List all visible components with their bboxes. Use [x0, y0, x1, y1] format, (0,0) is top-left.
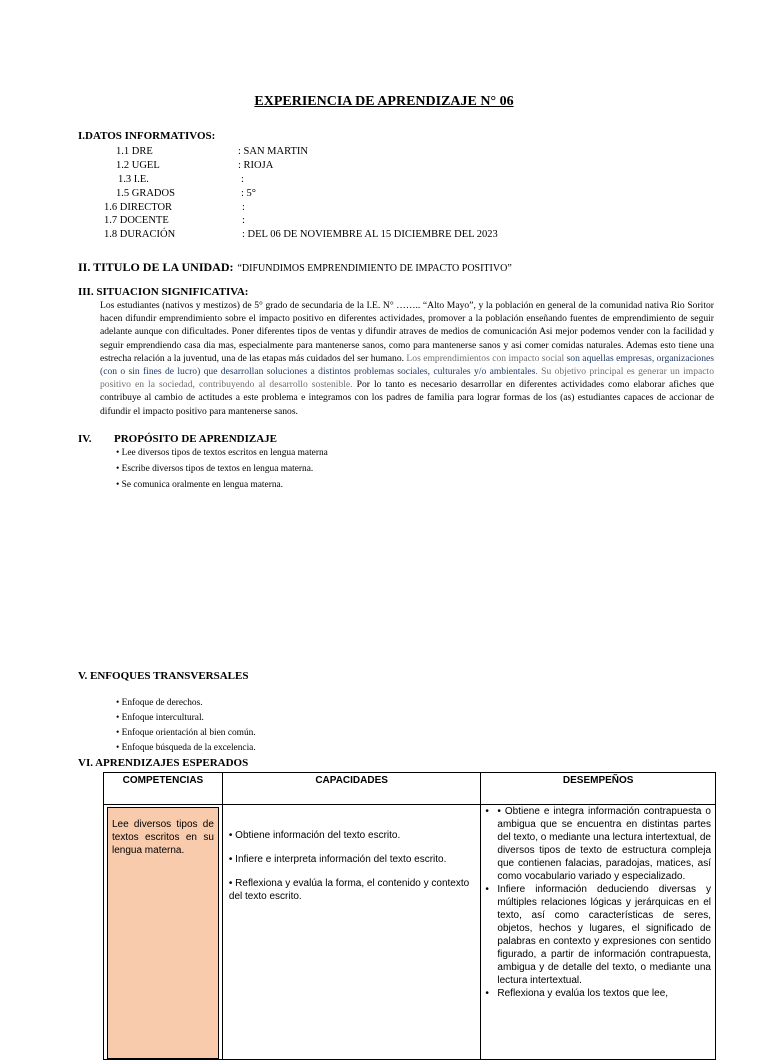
desempeno-text: Infiere información deduciendo diversas y múltiples relaciones lógicas y jerárquicas en el texto, así como características de seres, objetos, hechos y lugares, el significado de palabras en contexto y expresiones con sentido figurado, a partir de información contrapuesta, ambigua y de detalle del texto, o mediante una lectura intertextual. — [497, 884, 711, 986]
page-title: EXPERIENCIA DE APRENDIZAJE N° 06 — [254, 94, 514, 109]
proposito-heading: PROPÓSITO DE APRENDIZAJE — [114, 433, 277, 445]
desempenos-cell — [481, 805, 716, 1060]
bullet: • — [485, 806, 489, 817]
desempeno-item — [485, 805, 711, 883]
proposito-list — [116, 448, 328, 496]
datos-value: : 5° — [241, 188, 256, 199]
enfoques-list — [116, 698, 256, 758]
datos-label: 1.1 DRE — [116, 146, 153, 157]
situacion-text — [100, 299, 714, 418]
datos-value: : DEL 06 DE NOVIEMBRE AL 15 DICIEMBRE DEL 2023 — [242, 229, 498, 240]
datos-value: : SAN MARTIN — [238, 146, 308, 157]
desempeno-text: Reflexiona y evalúa los textos que lee, — [497, 988, 669, 999]
situacion-part: Los estudiantes (nativos y mestizos) de 5° grado de secundaria de la I.E. N° …….. “Alto Mayo”, y la población en general de la comunidad nativa Rio Soritor hacen difundir emprendimiento sobre el impacto positivo en diferentes actividades, promover a la población enseñando fuentes de emprendimiento de seguir adelante aunque con dificultades. Poner diferentes tipos de ventas y difundir atraves de medios de comunicación Asi mejor podemos vender con la facilidad y seguir emprendiendo casa dia mas, especialmente para mantenerse sanos, como para mantenerse sanos y asi comer comidas naturales. Ademas esto tiene una estrecha relación a la juventud, una de las etapas más cuidados del ser humano. — [100, 300, 714, 364]
datos-value: : — [242, 202, 245, 213]
datos-label: 1.8 DURACIÓN — [104, 229, 176, 240]
desempeno-item — [485, 883, 711, 987]
datos-label: 1.3 I.E. — [118, 174, 149, 185]
desempeno-item — [485, 987, 711, 1000]
bullet: • — [485, 988, 489, 999]
column-header: DESEMPEÑOS — [481, 773, 716, 805]
list-item: • Escribe diversos tipos de textos en lengua materna. — [116, 464, 314, 474]
table-header-row — [104, 773, 716, 805]
datos-label: 1.2 UGEL — [116, 160, 160, 171]
enfoques-heading: V. ENFOQUES TRANSVERSALES — [78, 670, 249, 682]
competencia-text: Lee diversos tipos de textos escritos en su lengua materna. — [107, 807, 219, 1059]
situacion-part-gray: . Su objetivo principal es generar un impacto positivo en la sociedad, contribuyendo al desarrollo sostenible. — [100, 366, 715, 391]
list-item: • Se comunica oralmente en lengua materna. — [116, 480, 284, 490]
datos-label: 1.7 DOCENTE — [104, 215, 169, 226]
datos-value: : — [241, 174, 244, 185]
desempeno-text: • Obtiene e integra información contrapuesta o ambigua que se encuentra en distintas partes del texto, o mediante una lectura intertextual, de diversos tipos de texto de estructura compleja que contienen falacias, paradojas, matices, así como vocabulario variado y especializado. — [497, 806, 711, 882]
titulo-value: “DIFUNDIMOS EMPRENDIMIENTO DE IMPACTO POSITIVO” — [237, 263, 512, 274]
titulo-heading: II. TITULO DE LA UNIDAD: — [78, 260, 234, 274]
datos-heading: I.DATOS INFORMATIVOS: — [78, 130, 216, 142]
capacidad-item: • Infiere e interpreta información del texto escrito. — [228, 854, 447, 865]
datos-value: : — [242, 215, 245, 226]
capacidad-item: • Reflexiona y evalúa la forma, el contenido y contexto del texto escrito. — [228, 878, 470, 902]
list-item: • Enfoque orientación al bien común. — [116, 728, 256, 738]
datos-label: 1.5 GRADOS — [116, 188, 175, 199]
column-header: COMPETENCIAS — [104, 773, 223, 805]
column-header: CAPACIDADES — [222, 773, 481, 805]
capacidades-cell — [222, 805, 481, 1060]
titulo-line — [78, 258, 512, 276]
list-item: • Enfoque intercultural. — [116, 713, 204, 723]
datos-label: 1.6 DIRECTOR — [104, 202, 173, 213]
aprendizajes-table — [103, 772, 716, 1060]
aprendizajes-heading: VI. APRENDIZAJES ESPERADOS — [78, 757, 249, 769]
list-item: • Enfoque de derechos. — [116, 698, 203, 708]
situacion-part-gray: Los emprendimientos con impacto social — [406, 352, 567, 364]
situacion-part: Por lo tanto es necesario desarrollar en diferentes actividades como elaborar afiches que contribuye al cambio de actitudes a este problema e integramos con los padres de familia para lograr formas de los (as) estudiantes capaces de accionar de difundir el impacto positivo para mantenerse sanos. — [100, 379, 715, 417]
list-item: • Enfoque búsqueda de la excelencia. — [116, 743, 256, 753]
proposito-num: IV. — [78, 433, 92, 445]
situacion-part-blue: son aquellas empresas, organizaciones (con o sin fines de lucro) que desarrollan soluciones a distintos problemas sociales, culturales y/o ambientales — [100, 352, 715, 378]
list-item: • Lee diversos tipos de textos escritos en lengua materna — [116, 448, 328, 458]
competencia-cell — [104, 805, 223, 1060]
situacion-heading: III. SITUACION SIGNIFICATIVA: — [78, 286, 249, 298]
bullet: • — [485, 884, 489, 895]
capacidad-item: • Obtiene información del texto escrito. — [228, 830, 401, 841]
table-row — [104, 805, 716, 1060]
datos-value: : RIOJA — [238, 160, 274, 171]
